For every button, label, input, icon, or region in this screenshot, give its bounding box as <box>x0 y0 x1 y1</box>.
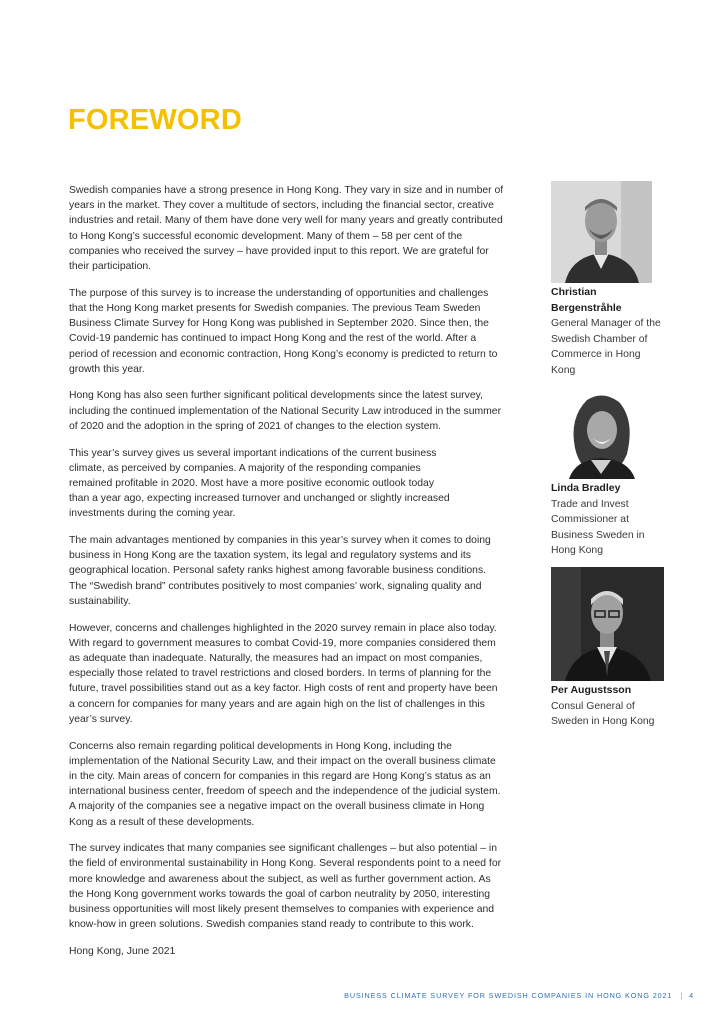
portrait-photo <box>551 388 652 479</box>
foreword-body <box>69 183 505 971</box>
person-linda-bradley <box>551 388 665 559</box>
paragraph: Hong Kong has also seen further significant political developments since the latest survey, including the continued implementation of the National Security Law introduced in the summer of 2020 and the adoption in the spring of 2021 of changes to the election system. <box>69 390 502 432</box>
paragraph: However, concerns and challenges highlighted in the 2020 survey remain in place also today. With regard to government measures to combat Covid-19, more companies considered them as adequate than inadequate. Naturally, the measures had an impact on most companies, especially those related to travel restrictions and closed borders. In terms of planning for the future, travel possibilities stand out as a key factor. High costs of rent and property have been a concern for companies for many years and are again high on the list of challenges in this year’s survey. <box>69 622 498 725</box>
paragraph: Swedish companies have a strong presence in Hong Kong. They vary in size and in number of years in the market. They cover a multitude of sectors, including the financial sector, creative industries and retail. Many of them have done very well for many years and greatly contributed to Hong Kong’s successful economic development. Many of them – 58 per cent of the companies who received the survey – have provided input to this report. We are grateful for their participation. <box>69 185 504 273</box>
person-name: Christian Bergenstråhle <box>551 286 622 314</box>
paragraph: Concerns also remain regarding political developments in Hong Kong, including the implementation of the National Security Law, and their impact on the overall business climate in the city. Main areas of concern for companies in this regard are Hong Kong’s status as an international business center, freedom of speech and the independence of the judicial system. A majority of the companies see a negative impact on the overall business climate in Hong Kong as a result of these developments. <box>69 740 501 828</box>
paragraph: The main advantages mentioned by companies in this year’s survey when it comes to doing business in Hong Kong are the taxation system, its legal and regulatory systems and its geographical location. Personal safety ranks highest among favorable business conditions. The “Swedish brand” contributes positively to most companies’ work, signaling quality and sustainability. <box>69 535 491 607</box>
portrait-photo <box>551 181 652 283</box>
person-role: Trade and Invest Commissioner at Business Sweden in Hong Kong <box>551 498 645 557</box>
footer-separator: | <box>680 991 684 1000</box>
paragraph: This year’s survey gives us several important indications of the current business climate, as perceived by companies. A majority of the responding companies remained profitable in 2020. Most have a more positive economic outlook today than a year ago, expecting increased turnover and unchanged or slightly increased investments during the coming year. <box>69 447 450 520</box>
person-per-augustsson <box>551 567 665 730</box>
person-christian-bergenstrahle <box>551 181 665 379</box>
person-name: Linda Bradley <box>551 482 621 494</box>
footer-title: BUSINESS CLIMATE SURVEY FOR SWEDISH COMPANIES IN HONG KONG 2021 <box>344 991 673 1000</box>
person-role: General Manager of the Swedish Chamber of Commerce in Hong Kong <box>551 318 661 376</box>
person-role: Consul General of Sweden in Hong Kong <box>551 700 655 728</box>
page-number: 4 <box>689 991 694 1000</box>
page-title: FOREWORD <box>68 104 242 136</box>
paragraph: The survey indicates that many companies see significant challenges – but also potential – in the field of environmental sustainability in Hong Kong. Several respondents point to a need for more knowledge and awareness about the subject, as well as further government action. As the Hong Kong government works towards the goal of carbon neutrality by 2050, interesting business opportunities will most likely present themselves to companies with experience and know-how in green solutions. Swedish companies stand ready to contribute to this work. <box>69 843 502 931</box>
signoff: Hong Kong, June 2021 <box>69 945 176 957</box>
page-footer <box>344 991 694 1000</box>
person-name: Per Augustsson <box>551 684 632 696</box>
portrait-photo <box>551 567 664 681</box>
paragraph: The purpose of this survey is to increase the understanding of opportunities and challenges that the Hong Kong market presents for Swedish companies. The previous Team Sweden Business Climate Survey for Hong Kong was published in September 2020. Since then, the Covid-19 pandemic has continued to impact Hong Kong and the rest of the world. After a period of recession and economic contraction, Hong Kong’s economy is predicted to return to growth this year. <box>69 287 498 375</box>
